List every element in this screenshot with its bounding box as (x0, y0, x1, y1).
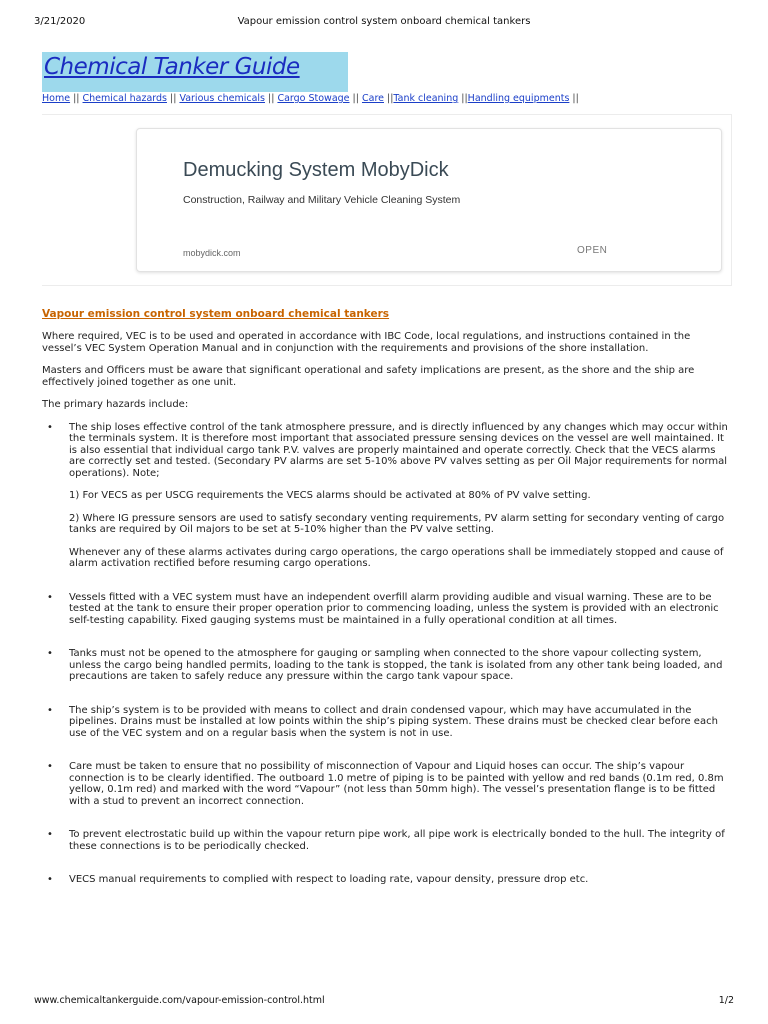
nav-link-handling-equipments[interactable]: Handling equipments (467, 93, 570, 104)
list-item-note: Whenever any of these alarms activates during cargo operations, the cargo operations shall be immediately stopped and cause of alarm activation rectified before resuming cargo operations. (69, 546, 724, 569)
intro-paragraph: Where required, VEC is to be used and operated in accordance with IBC Code, local regulations, and instructions contained in the vessel’s VEC System Operation Manual and in conjunction with the requirements and provisions of the shore installation. (42, 331, 691, 354)
ad-headline[interactable]: Demucking System MobyDick (183, 159, 449, 181)
hazards-lead-in: The primary hazards include: (42, 399, 189, 410)
nav-link-home[interactable]: Home (42, 93, 71, 104)
nav-link-various-chemicals[interactable]: Various chemicals (179, 93, 265, 104)
page-number: 1/2 (718, 995, 734, 1006)
list-item-note: 2) Where IG pressure sensors are used to satisfy secondary venting requirements, PV alarm setting for secondary venting of cargo tanks are required by Oil majors to be set at 5-10% higher than the PV valve setting. (69, 512, 725, 535)
print-date: 3/21/2020 (34, 16, 86, 27)
list-item-text: VECS manual requirements to complied with respect to loading rate, vapour density, pressure drop etc. (69, 874, 589, 885)
nav-link-tank-cleaning[interactable]: Tank cleaning (393, 93, 459, 104)
article-body (42, 331, 732, 908)
bullet-icon: • (47, 761, 53, 772)
print-url: www.chemicaltankerguide.com/vapour-emission-control.html (34, 995, 325, 1006)
list-item-text: To prevent electrostatic build up within the vapour return pipe work, all pipe work is electrically bonded to the hull. The integrity of these connections is to be periodically checked. (69, 829, 725, 852)
nav-link-cargo-stowage[interactable]: Cargo Stowage (277, 93, 350, 104)
list-item-text: The ship loses effective control of the tank atmosphere pressure, and is directly influenced by any changes which may occur within the terminals system. It is therefore most important that associated pressure sensing devices on the vessel are well maintained. It is also essential that individual cargo tank P.V. valves are properly maintained and operate correctly. Check that the VECS alarms are correctly set and tested. (Secondary PV alarms are set 5-10% above PV valves setting as per Oil Major requirements for normal operations). Note; (69, 421, 728, 479)
hazards-list (42, 422, 732, 886)
intro-paragraph: Masters and Officers must be aware that significant operational and safety implications are present, as the shore and the ship are effectively joined together as one unit. (42, 365, 695, 388)
print-footer (34, 995, 734, 1009)
nav-link-care[interactable]: Care (361, 93, 384, 104)
list-item (42, 422, 732, 570)
ad-description: Construction, Railway and Military Vehicle Cleaning System (183, 194, 461, 206)
site-logo-text[interactable]: Chemical Tanker Guide (44, 54, 300, 80)
list-item (42, 829, 732, 852)
list-item-note: 1) For VECS as per USCG requirements the VECS alarms should be activated at 80% of PV valve setting. (69, 490, 591, 501)
print-header (34, 16, 734, 30)
nav-link-chemical-hazards[interactable]: Chemical hazards (82, 93, 167, 104)
ad-domain: mobydick.com (183, 248, 241, 258)
bullet-icon: • (47, 648, 53, 659)
list-item-text: Vessels fitted with a VEC system must have an independent overfill alarm providing audible and visual warning. These are to be tested at the tank to ensure their proper operation prior to commencing loading, unless the system is provided with an electronic self-testing capability. Fixed gauging systems must be maintained in a fully operational condition at all times. (69, 591, 719, 626)
bullet-icon: • (47, 829, 53, 840)
list-item (42, 705, 732, 740)
list-item-text: The ship’s system is to be provided with means to collect and drain condensed vapour, which may have accumulated in the pipelines. Drains must be installed at low points within the ship’s piping system. These drains must be checked clear before each use of the VEC system and on a regular basis when the system is not in use. (69, 704, 718, 739)
bullet-icon: • (47, 421, 53, 433)
list-item (42, 874, 732, 886)
list-item (42, 761, 732, 807)
bullet-icon: • (47, 874, 53, 885)
list-item-text: Care must be taken to ensure that no possibility of misconnection of Vapour and Liquid hoses can occur. The ship’s vapour connection is to be clearly identified. The outboard 1.0 metre of piping is to be painted with yellow and red bands (0.1m red, 0.8m yellow, 0.1m red) and marked with the word “Vapour” (not less than 50mm high). The vessel’s presentation flange is to be fitted with a stud to prevent an incorrect connection. (69, 761, 724, 807)
print-page-title: Vapour emission control system onboard chemical tankers (237, 16, 531, 27)
article-title-link[interactable]: Vapour emission control system onboard chemical tankers (42, 308, 390, 320)
ad-card[interactable] (136, 128, 722, 272)
top-navigation: Home || Chemical hazards || Various chemicals || Cargo Stowage || Care ||Tank cleaning ||Handling equipments || (42, 93, 579, 104)
bullet-icon: • (47, 704, 53, 716)
ad-open-button[interactable]: OPEN (577, 245, 608, 256)
list-item (42, 648, 732, 683)
list-item (42, 592, 732, 627)
bullet-icon: • (47, 591, 53, 603)
site-banner[interactable] (42, 52, 348, 92)
list-item-text: Tanks must not be opened to the atmosphere for gauging or sampling when connected to the shore vapour collecting system, unless the cargo being handled permits, loading to the tank is stopped, the tank is isolated from any other tank being loaded, and precautions are taken to safely reduce any pressure within the cargo tank vapour space. (69, 648, 723, 682)
